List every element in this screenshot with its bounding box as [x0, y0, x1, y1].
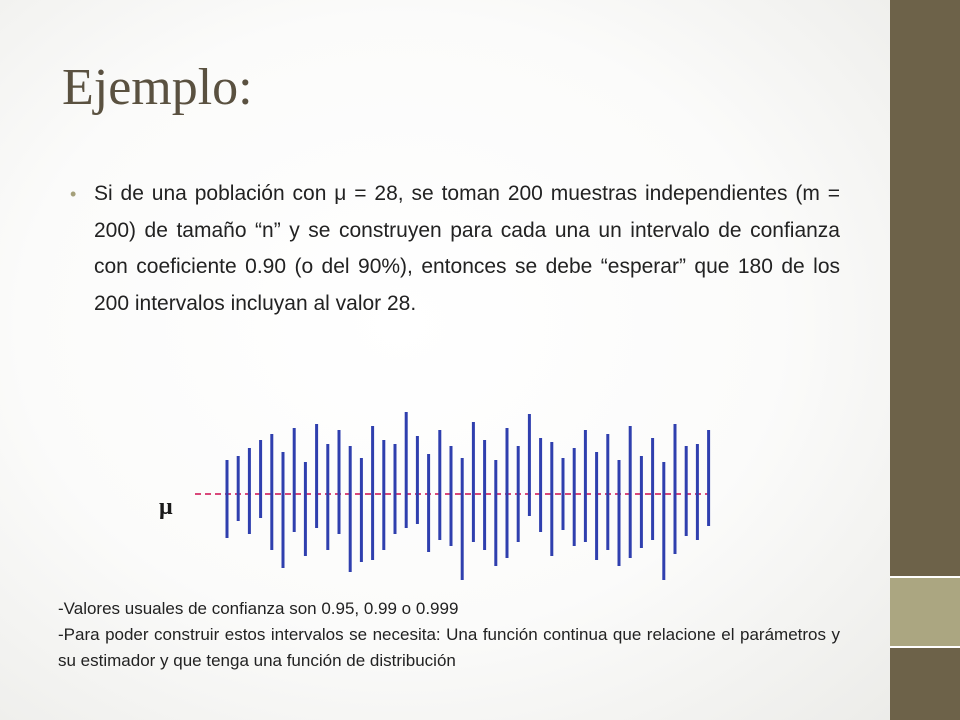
confidence-intervals-figure: [155, 400, 715, 585]
sidebar-divider: [890, 646, 960, 648]
mu-label: μ: [159, 494, 173, 520]
note-requirements: -Para poder construir estos intervalos se necesita: Una función continua que relacione el parámetros y su estimador y que tenga una función de distribución: [58, 625, 840, 670]
interval-bars: [227, 412, 715, 580]
bullet-text: Si de una población con μ = 28, se toman 200 muestras independientes (m = 200) de tamaño “n” y se construyen para cada una un intervalo de confianza con coeficiente 0.90 (o del 90%), entonces se debe “esperar” que 180 de los 200 intervalos incluyan al valor 28.: [94, 182, 840, 315]
note-usual-confidence: -Valores usuales de confianza son 0.95, 0.99 o 0.999: [58, 599, 459, 618]
sidebar-decoration-bottom: [890, 647, 960, 720]
sidebar-divider: [890, 576, 960, 578]
slide-title: Ejemplo:: [62, 59, 253, 116]
notes-block: [58, 596, 840, 674]
bullet-item: [70, 176, 840, 322]
bullet-marker: •: [70, 184, 77, 204]
sidebar-decoration-middle: [890, 577, 960, 647]
sidebar-decoration-top: [890, 0, 960, 577]
